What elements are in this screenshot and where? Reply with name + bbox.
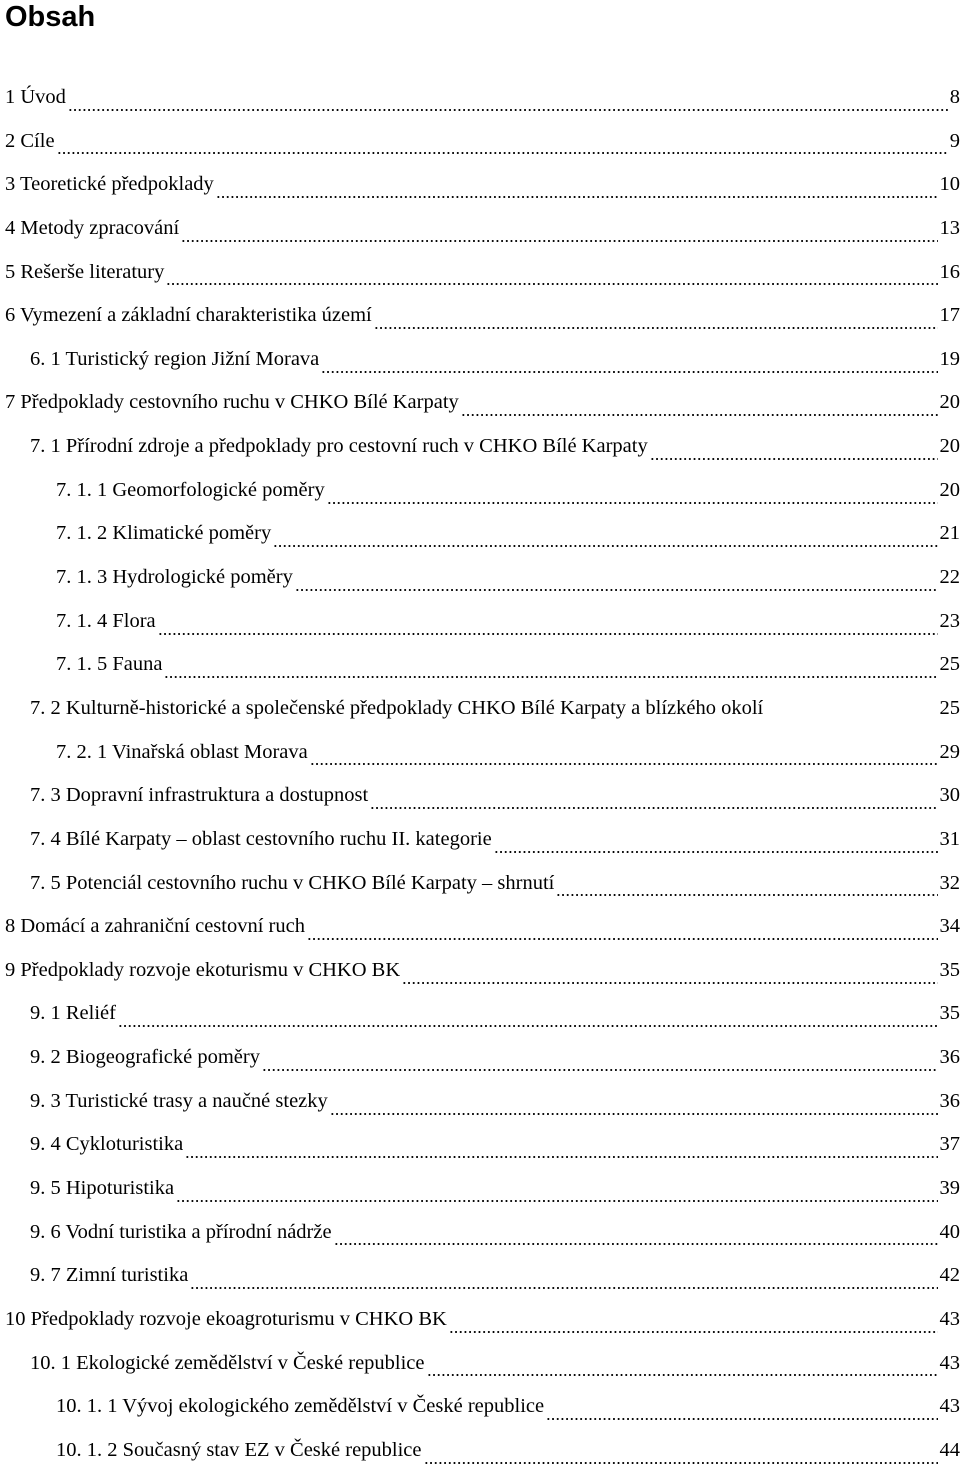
toc-entry-page-number: 43 — [940, 1342, 960, 1386]
toc-entry[interactable] — [0, 294, 960, 338]
toc-entry-page-number: 20 — [940, 381, 960, 425]
toc-entry-page-number: 16 — [940, 251, 960, 295]
toc-entry-title: 9 Předpoklady rozvoje ekoturismu v CHKO BK — [5, 949, 400, 993]
toc-entry-page-number: 21 — [940, 512, 960, 556]
toc-entry-title: 10 Předpoklady rozvoje ekoagroturismu v CHKO BK — [5, 1298, 447, 1342]
toc-entry-title: 7. 1. 3 Hydrologické poměry — [56, 556, 293, 600]
toc-entry[interactable] — [0, 905, 960, 949]
toc-entry-title: 7. 1 Přírodní zdroje a předpoklady pro cestovní ruch v CHKO Bílé Karpaty — [30, 425, 648, 469]
toc-entry[interactable] — [0, 1298, 960, 1342]
toc-entry-page-number: 37 — [940, 1123, 960, 1167]
toc-entry[interactable] — [0, 1385, 960, 1429]
toc-entry-page-number: 39 — [940, 1167, 960, 1211]
toc-entry[interactable] — [0, 600, 960, 644]
dot-leader — [449, 1316, 938, 1334]
toc-entry[interactable] — [0, 1254, 960, 1298]
toc-entry-title: 9. 7 Zimní turistika — [30, 1254, 188, 1298]
dot-leader — [374, 312, 938, 330]
dot-leader — [546, 1403, 937, 1421]
toc-entry-page-number: 23 — [940, 600, 960, 644]
toc-entry-title: 9. 5 Hipoturistika — [30, 1167, 174, 1211]
toc-entry[interactable] — [0, 207, 960, 251]
dot-leader — [424, 1447, 938, 1465]
toc-entry[interactable] — [0, 818, 960, 862]
toc-entry-title: 9. 6 Vodní turistika a přírodní nádrže — [30, 1211, 332, 1255]
toc-entry-page-number: 13 — [940, 207, 960, 251]
toc-entry-title: 7. 1. 5 Fauna — [56, 643, 162, 687]
toc-entry-title: 10. 1 Ekologické zemědělství v České republice — [30, 1342, 425, 1386]
dot-leader — [158, 618, 938, 636]
toc-entry-page-number: 20 — [940, 469, 960, 513]
toc-entry-title: 7. 4 Bílé Karpaty – oblast cestovního ruchu II. kategorie — [30, 818, 492, 862]
toc-entry-page-number: 44 — [940, 1429, 960, 1473]
toc-entry[interactable] — [0, 163, 960, 207]
toc-entry-title: 4 Metody zpracování — [5, 207, 179, 251]
toc-entry[interactable] — [0, 949, 960, 993]
toc-entry-page-number: 9 — [950, 120, 960, 164]
toc-entry-title: 7. 1. 2 Klimatické poměry — [56, 512, 271, 556]
toc-entry-page-number: 22 — [940, 556, 960, 600]
toc-entry[interactable] — [0, 774, 960, 818]
toc-entry[interactable] — [0, 992, 960, 1036]
toc-entry-title: 2 Cíle — [5, 120, 55, 164]
toc-entry-page-number: 20 — [940, 425, 960, 469]
toc-entry[interactable] — [0, 469, 960, 513]
toc-entry-title: 7. 1. 1 Geomorfologické poměry — [56, 469, 325, 513]
dot-leader — [216, 181, 938, 199]
toc-entry[interactable] — [0, 425, 960, 469]
toc-entry[interactable] — [0, 1123, 960, 1167]
dot-leader — [307, 923, 938, 941]
toc-entry-page-number: 29 — [940, 731, 960, 775]
toc-entry[interactable] — [0, 120, 960, 164]
toc-entry-page-number: 35 — [940, 992, 960, 1036]
toc-entry-title: 7. 5 Potenciál cestovního ruchu v CHKO Bílé Karpaty – shrnutí — [30, 862, 554, 906]
toc-entry-title: 9. 3 Turistické trasy a naučné stezky — [30, 1080, 328, 1124]
dot-leader — [310, 748, 938, 766]
toc-entry-title: 10. 1. 1 Vývoj ekologického zemědělství v České republice — [56, 1385, 544, 1429]
toc-entry-page-number: 35 — [940, 949, 960, 993]
toc-entry-page-number: 40 — [940, 1211, 960, 1255]
dot-leader — [181, 225, 937, 243]
toc-entry-title: 3 Teoretické předpoklady — [5, 163, 214, 207]
dot-leader — [461, 399, 938, 417]
toc-entry-title: 10. 1. 2 Současný stav EZ v České republice — [56, 1429, 422, 1473]
toc-entry-title: 7. 1. 4 Flora — [56, 600, 156, 644]
dot-leader — [166, 268, 937, 286]
toc-entry-page-number: 30 — [940, 774, 960, 818]
dot-leader — [295, 574, 938, 592]
dot-leader — [273, 530, 937, 548]
toc-entry-page-number: 36 — [940, 1036, 960, 1080]
toc-entry-title: 1 Úvod — [5, 76, 66, 120]
toc-entry[interactable] — [0, 338, 960, 382]
toc-entry-title: 9. 4 Cykloturistika — [30, 1123, 183, 1167]
toc-entry[interactable] — [0, 1342, 960, 1386]
table-of-contents — [0, 76, 960, 1473]
toc-entry[interactable] — [0, 1167, 960, 1211]
dot-leader — [190, 1272, 937, 1290]
toc-entry-page-number: 32 — [940, 862, 960, 906]
toc-entry[interactable] — [0, 76, 960, 120]
dot-leader — [402, 967, 937, 985]
dot-leader — [330, 1098, 938, 1116]
toc-entry-page-number: 36 — [940, 1080, 960, 1124]
dot-leader — [763, 705, 939, 723]
toc-entry-page-number: 42 — [940, 1254, 960, 1298]
dot-leader — [494, 836, 938, 854]
dot-leader — [185, 1141, 937, 1159]
toc-entry-title: 5 Rešerše literatury — [5, 251, 164, 295]
toc-entry[interactable] — [0, 1211, 960, 1255]
dot-leader — [118, 1010, 938, 1028]
dot-leader — [262, 1054, 938, 1072]
dot-leader — [334, 1228, 938, 1246]
toc-entry-page-number: 8 — [950, 76, 960, 120]
toc-entry-title: 8 Domácí a zahraniční cestovní ruch — [5, 905, 305, 949]
toc-entry-page-number: 19 — [940, 338, 960, 382]
page-title: Obsah — [5, 0, 95, 34]
toc-entry-page-number: 43 — [940, 1385, 960, 1429]
toc-entry-title: 7. 2. 1 Vinařská oblast Morava — [56, 731, 308, 775]
dot-leader — [68, 94, 948, 112]
toc-entry-title: 6. 1 Turistický region Jižní Morava — [30, 338, 319, 382]
toc-entry-title: 7. 2 Kulturně-historické a společenské předpoklady CHKO Bílé Karpaty a blízkého okolí — [30, 687, 763, 731]
toc-entry-title: 7 Předpoklady cestovního ruchu v CHKO Bílé Karpaty — [5, 381, 459, 425]
dot-leader — [370, 792, 937, 810]
dot-leader — [327, 487, 938, 505]
toc-entry[interactable] — [0, 251, 960, 295]
dot-leader — [57, 137, 948, 155]
toc-entry[interactable] — [0, 1036, 960, 1080]
toc-entry-page-number: 10 — [940, 163, 960, 207]
toc-entry[interactable] — [0, 381, 960, 425]
dot-leader — [427, 1359, 938, 1377]
toc-entry-title: 9. 1 Reliéf — [30, 992, 116, 1036]
toc-entry[interactable] — [0, 512, 960, 556]
toc-entry[interactable] — [0, 1080, 960, 1124]
toc-entry-page-number: 31 — [940, 818, 960, 862]
dot-leader — [176, 1185, 937, 1203]
toc-entry-title: 7. 3 Dopravní infrastruktura a dostupnost — [30, 774, 368, 818]
toc-entry-title: 6 Vymezení a základní charakteristika území — [5, 294, 372, 338]
toc-entry[interactable] — [0, 643, 960, 687]
toc-entry-page-number: 17 — [940, 294, 960, 338]
toc-entry-page-number: 43 — [940, 1298, 960, 1342]
toc-entry-page-number: 34 — [940, 905, 960, 949]
dot-leader — [556, 879, 937, 897]
toc-entry[interactable] — [0, 556, 960, 600]
toc-entry[interactable] — [0, 687, 960, 731]
toc-entry-page-number: 25 — [940, 687, 960, 731]
toc-entry-title: 9. 2 Biogeografické poměry — [30, 1036, 260, 1080]
dot-leader — [650, 443, 938, 461]
dot-leader — [321, 356, 937, 374]
toc-entry[interactable] — [0, 862, 960, 906]
dot-leader — [164, 661, 937, 679]
toc-entry-page-number: 25 — [940, 643, 960, 687]
toc-entry[interactable] — [0, 731, 960, 775]
